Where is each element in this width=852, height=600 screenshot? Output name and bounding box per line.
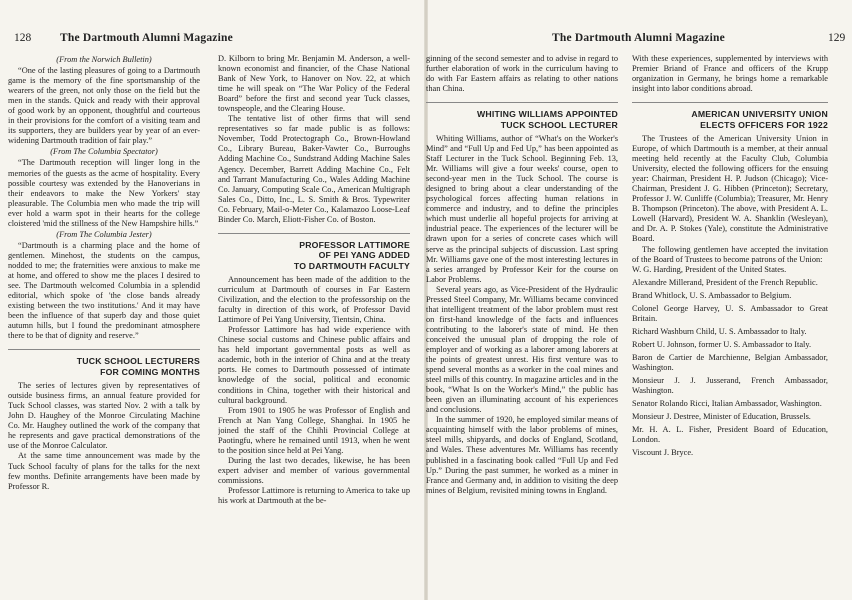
list-item: Viscount J. Bryce.: [632, 448, 694, 458]
source-line: (From The Columbia Jester): [56, 229, 152, 239]
section-divider: [632, 102, 828, 103]
paragraph: Professor Lattimore is returning to America to take up his work at Dartmouth at the be-: [218, 486, 410, 506]
section-heading: AMERICAN UNIVERSITY UNION ELECTS OFFICERS FOR 1922: [691, 109, 828, 130]
source-line: (From The Columbia Spectator): [50, 147, 158, 157]
paragraph: Several years ago, as Vice-President of the Hydraulic Pressed Steel Company, Mr. Williams became convinced that intelligent treatment of the labor problem must rest on first-hand knowledge of the facts and influences contributing to the laborer's state of mind. He then conceived the unusual plan of dropping the role of employer and of working as a laborer among laborers at the points of greatest unrest. His first venture was to spend several months as a worker in the coal mines and steel mills of this country. In magazine articles and in the book, “What Is on the Worker's Mind,” the public has been given an illuminating account of his experiences and conclusions.: [426, 284, 618, 415]
paragraph: The Trustees of the American University Union in Europe, of which Dartmouth is a member, at their annual meeting held recently at the Faculty Club, Columbia University, elected the following officers for the ensuing year: Chairman, President H. P. Judson (Chicago); Vice-Chairman, President J. G. Hibben (Princeton); Secretary, Professor J. W. Cunliffe (Columbia); Treasurer, Mr. Henry B. Thompson (Princeton). The above, with President A. L. Lowell (Harvard), President W. A. Shanklin (Wesleyan), and Dr. A. P. Stokes (Yale), constitute the Administrative Board.: [632, 134, 828, 244]
paragraph: Whiting Williams, author of “What's on the Worker's Mind” and “Full Up and Fed Up,” has been appointed as Staff Lecturer in the Tuck School. Beginning Feb. 13, Mr. Williams will give a four weeks' course, open to second-year men in the Tuck School. The course is designed to bring about a clear understanding of the psychological forces affecting human relations in commerce and industry, and to define the principles which must underlie all hopeful projects for arriving at industrial peace. The experiences of the lecturer will be drawn upon for a series of concrete cases which will serve as the principal subjects of discussion. Last spring Mr. Williams gave one of the most interesting lectures in a series arranged by Professor Keir for the course on Labor Problems.: [426, 134, 618, 284]
list-item: Colonel George Harvey, U. S. Ambassador to Great Britain.: [632, 303, 828, 323]
list-item: Senator Rolando Ricci, Italian Ambassador, Washington.: [632, 399, 822, 409]
list-item: Monsieur J. J. Jusserand, French Ambassador, Washington.: [632, 376, 828, 396]
paragraph: From 1901 to 1905 he was Professor of English and French at Nan Yang College, Shanghai. In 1905 he joined the staff of the Chihli Provincial College at Paotingfu, where he remained until 1913, when he went to the position since held at Pei Yang.: [218, 405, 410, 455]
section-heading: TUCK SCHOOL LECTURERS FOR COMING MONTHS: [76, 356, 200, 377]
paragraph: Professor Lattimore has had wide experience with Chinese social customs and Chinese public affairs and has held important governmental posts as well as academic, both in the interior of China and at the treaty ports. He comes to Dartmouth possessed of intimate knowledge of the social, political and economic conditions in China, together with their historical and cultural background.: [218, 325, 410, 405]
section-heading: WHITING WILLIAMS APPOINTED TUCK SCHOOL LECTURER: [477, 109, 618, 130]
list-item: Monsieur J. Destree, Minister of Education, Brussels.: [632, 412, 811, 422]
patrons-list: [632, 265, 828, 459]
paragraph: At the same time announcement was made by the Tuck School faculty of plans for the talks for the next few months. Definite arrangements have been made by Professor R.: [8, 451, 200, 491]
paragraph: ginning of the second semester and to advise in regard to further elaboration of work in the curriculum having to do with Far Eastern affairs as relating to other nations than China.: [426, 54, 618, 94]
page-number: 129: [828, 32, 846, 44]
running-head: The Dartmouth Alumni Magazine: [60, 32, 233, 44]
section-divider: [8, 349, 200, 350]
paragraph: D. Kilborn to bring Mr. Benjamin M. Anderson, a well-known economist and financier, of the Chase National Bank of New York, to Hanover on Nov. 22, at which time he will speak on “The War Policy of the Federal Board” before the first and second year Tuck classes, townspeople, and the Clearing House.: [218, 54, 410, 114]
list-item: Baron de Cartier de Marchienne, Belgian Ambassador, Washington.: [632, 352, 828, 372]
list-item: W. G. Harding, President of the United States.: [632, 264, 787, 274]
column: [8, 54, 200, 594]
column: [218, 54, 410, 594]
paragraph: The following gentlemen have accepted the invitation of the Board of Trustees to become patrons of the Union:: [632, 244, 828, 264]
paragraph: The tentative list of other firms that will send representatives so far made public is as follows: November, Todd Protectograph Co., Brown-Howland Co., Library Bureau, Baker-Vawter Co., Burroughs Adding Machine Co., Sundstrand Adding Machine Sales Agency. December, Barrett Adding Machine Co., Felt and Tarrant Manufacturing Co., Wales Adding Machine Co. January, Computing Scale Co., American Multigraph Sales Co., Ditto, Inc., L. S. Smith & Bros. Typewriter Co. February, Mail-o-Meter Co., Kalamazoo Loose-Leaf Binder Co. March, Eliott-Fisher Co. of Boston.: [218, 114, 410, 224]
running-head: The Dartmouth Alumni Magazine: [552, 32, 725, 44]
column: [632, 54, 828, 594]
section-divider: [426, 102, 618, 103]
section-divider: [218, 233, 410, 234]
section-heading: PROFESSOR LATTIMORE OF PEI YANG ADDED TO DARTMOUTH FACULTY: [293, 239, 410, 271]
list-item: Richard Washburn Child, U. S. Ambassador to Italy.: [632, 326, 807, 336]
list-item: Robert U. Johnson, former U. S. Ambassador to Italy.: [632, 339, 812, 349]
paragraph: In the summer of 1920, he employed similar means of acquainting himself with the labor problems of mines, steel mills, shipyards, and docks of England, Scotland, and Wales. These adventures Mr. Williams has recently published in a fascinating book called “Full Up and Fed Up.” During the past summer, he worked as a miner in France and Germany and, in addition to visiting the deep mines of Belgium, revisited mining towns in England.: [426, 415, 618, 495]
paragraph: Announcement has been made of the addition to the curriculum at Dartmouth of courses in Far Eastern Civilization, and the election to the professorship on the faculty in direction of this work, of Professor David Lattimore of Pei Yang University, Tientsin, China.: [218, 275, 410, 325]
list-item: Alexandre Millerand, President of the French Republic.: [632, 277, 818, 287]
paragraph: The series of lectures given by representatives of outside business firms, an annual feature provided for Tuck School classes, was started Nov. 2 with a talk by John D. Haughey of the Monroe Circulating Machine Co. Mr. Haughey outlined the work of the company that he represents and gave practical demonstrations of the use of the Monroe Calculator.: [8, 381, 200, 451]
list-item: Mr. H. A. L. Fisher, President Board of Education, London.: [632, 425, 828, 445]
paragraph: “One of the lasting pleasures of going to a Dartmouth game is the memory of the fine sportsmanship of the wearers of the green, not only those on the field but the men in the stands. Quick and ready with their approval of good work by an opponent, thoughtful and courteous in their provisions for the comfort of a visiting team and its supporters, they are builders year by year of an ever-widening Dartmouth tradition of fair play.”: [8, 66, 200, 146]
paragraph: With these experiences, supplemented by interviews with Premier Briand of France and officers of the Krupp organization in Germany, he brings home a remarkable insight into labor conditions abroad.: [632, 54, 828, 94]
source-line: (From the Norwich Bulletin): [56, 55, 152, 64]
right-page: [426, 0, 852, 600]
list-item: Brand Whitlock, U. S. Ambassador to Belgium.: [632, 290, 792, 300]
page-number: 128: [14, 32, 32, 44]
paragraph: During the last two decades, likewise, he has been expert adviser and member of various governmental commissions.: [218, 455, 410, 485]
paragraph: “The Dartmouth reception will linger long in the memories of the guests as the acme of hospitality. Every possible courtesy was extended by the Hanoverians in their endeavors to make the New Yorkers' stay pleasurable. The Columbia men who made the trip will ever hold a warm spot in their hearts for the college cloistered 'mid the stillness of the New Hampshire hills.”: [8, 158, 200, 228]
column: [426, 54, 618, 594]
paragraph: “Dartmouth is a charming place and the home of gentlemen. Minehost, the students on the campus, nodded to me; the fraternities were anxious to make me at home, and offered to show me the places I desired to see. The Dartmouth welcomed Columbia in a splendid editorial, which spoke of 'the close bands already existing between the two institutions.' And it may have been the influence of that superb day and those quiet autumn hills, but I found the predominant atmosphere there to be that of dignity and reserve.”: [8, 240, 200, 341]
